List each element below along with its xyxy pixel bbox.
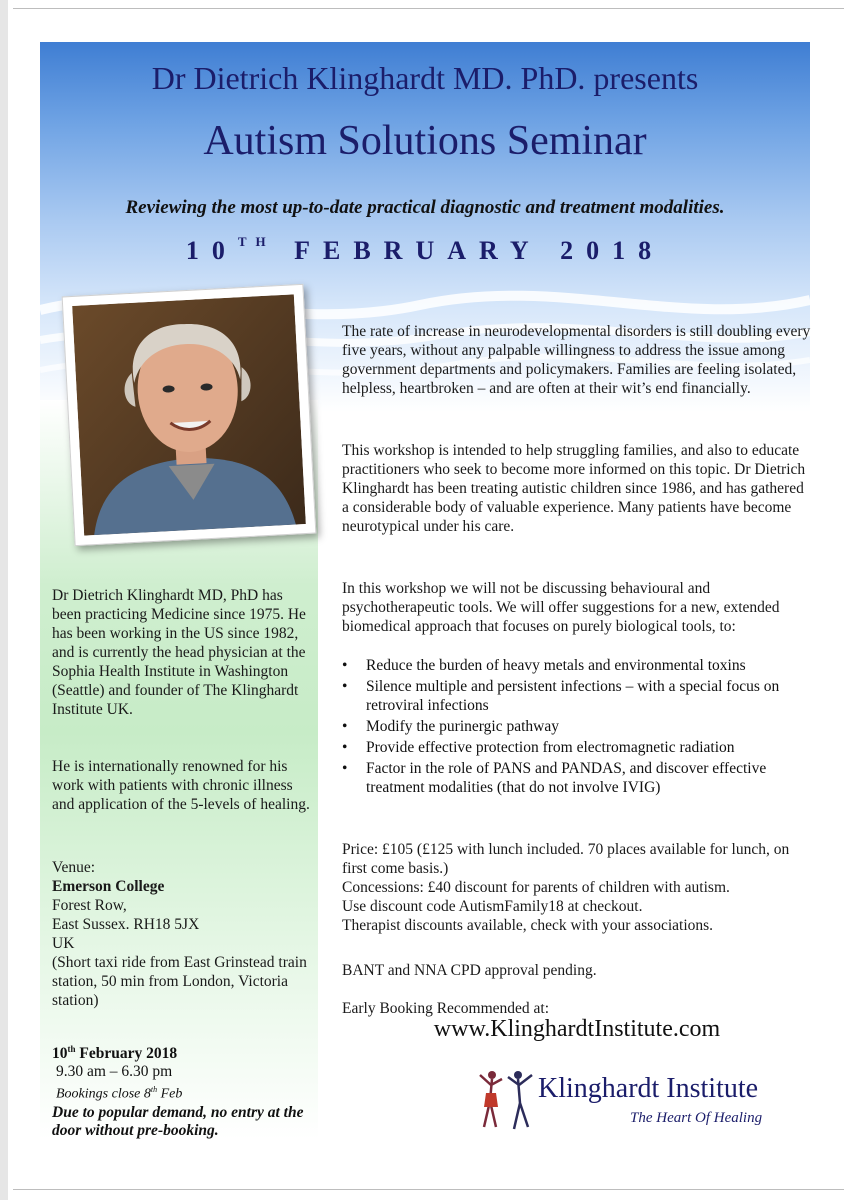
- event-date-rest: February 2018: [75, 1045, 178, 1063]
- venue-label: Venue:: [52, 859, 96, 876]
- logo-name: Klinghardt Institute: [538, 1073, 759, 1104]
- list-item: • Reduce the burden of heavy metals and environmental toxins: [342, 656, 812, 675]
- venue-name: Emerson College: [52, 878, 165, 895]
- early-booking-text: Early Booking Recommended at:: [342, 1000, 550, 1017]
- workshop-paragraph: This workshop is intended to help struggling families, and also to educate practitioners who seek to become more informed on this topic. Dr Dietrich Klinghardt has been treating autistic children since 1986, and has gathered a considerable body of valuable experience. Many patients have become neurotypical under his care.: [342, 442, 806, 535]
- booking-close-month: Feb: [157, 1086, 183, 1102]
- portrait-photo-frame: [62, 284, 317, 546]
- dancers-icon: [478, 1067, 534, 1137]
- website-link[interactable]: www.KlinghardtInstitute.com: [433, 1016, 721, 1042]
- list-item: • Modify the purinergic pathway: [342, 717, 812, 736]
- page-edge: [0, 0, 8, 1200]
- venue-address-line: East Sussex. RH18 5JX: [52, 916, 200, 933]
- portrait-photo: [72, 294, 306, 535]
- logo-tagline: The Heart Of Healing: [630, 1110, 763, 1126]
- price-text: Price: £105 (£125 with lunch included. 70 places available for lunch, on first come basis.): [342, 841, 790, 877]
- date-suffix: TH: [237, 234, 275, 249]
- event-date: [52, 1040, 322, 1063]
- discount-code-text: Use discount code AutismFamily18 at checkout.: [342, 898, 643, 915]
- seminar-title: Autism Solutions Seminar: [203, 118, 647, 164]
- topics-list: [342, 656, 812, 799]
- booking-close-text: Bookings close 8: [56, 1086, 151, 1102]
- concessions-text: Concessions: £40 discount for parents of children with autism.: [342, 879, 730, 896]
- venue-travel-note: (Short taxi ride from East Grinstead train station, 50 min from London, Victoria station): [52, 954, 307, 1009]
- pricing-block: [342, 840, 812, 935]
- list-item: • Silence multiple and persistent infections – with a special focus on retroviral infections: [342, 677, 812, 715]
- approach-paragraph: In this workshop we will not be discussing behavioural and psychotherapeutic tools. We will offer suggestions for a new, extended biomedical approach that focuses on purely biological tools, to:: [342, 580, 780, 635]
- intro-paragraph: The rate of increase in neurodevelopmental disorders is still doubling every five years, without any palpable willingness to address the issue among government departments and policymakers. Families are feeling isolated, helpless, heartbroken – and are often at their wit’s end financially.: [342, 323, 811, 397]
- venue-address-line: Forest Row,: [52, 897, 127, 914]
- door-notice: Due to popular demand, no entry at the door without pre-booking.: [52, 1103, 304, 1139]
- venue-address-line: UK: [52, 935, 75, 952]
- list-item: • Provide effective protection from electromagnetic radiation: [342, 738, 812, 757]
- event-time: 9.30 am – 6.30 pm: [56, 1063, 173, 1081]
- tagline: Reviewing the most up-to-date practical diagnostic and treatment modalities.: [125, 197, 725, 218]
- date-month-year: FEBRUARY 2018: [294, 236, 665, 265]
- renown-paragraph: He is internationally renowned for his work with patients with chronic illness and application of the 5-levels of healing.: [52, 758, 310, 813]
- event-date-suffix: th: [67, 1044, 76, 1054]
- therapist-discount-text: Therapist discounts available, check with your associations.: [342, 917, 714, 934]
- approval-text: BANT and NNA CPD approval pending.: [342, 962, 597, 979]
- date-day: 10: [185, 236, 238, 265]
- bio-paragraph: Dr Dietrich Klinghardt MD, PhD has been practicing Medicine since 1975. He has been working in the US since 1982, and is currently the head physician at the Sophia Health Institute in Washington (Seattle) and founder of The Klinghardt Institute UK.: [52, 587, 306, 718]
- klinghardt-logo: [478, 1063, 808, 1143]
- event-date-day: 10: [52, 1045, 68, 1063]
- list-item: • Factor in the role of PANS and PANDAS, and discover effective treatment modalities (that do not involve IVIG): [342, 759, 812, 797]
- booking-close-suffix: th: [150, 1085, 158, 1095]
- booking-close: [52, 1081, 322, 1104]
- event-date-heading: [40, 236, 810, 266]
- presenter-heading: Dr Dietrich Klinghardt MD. PhD. presents: [151, 60, 699, 96]
- event-details: [52, 1040, 322, 1140]
- venue-block: [52, 858, 312, 1010]
